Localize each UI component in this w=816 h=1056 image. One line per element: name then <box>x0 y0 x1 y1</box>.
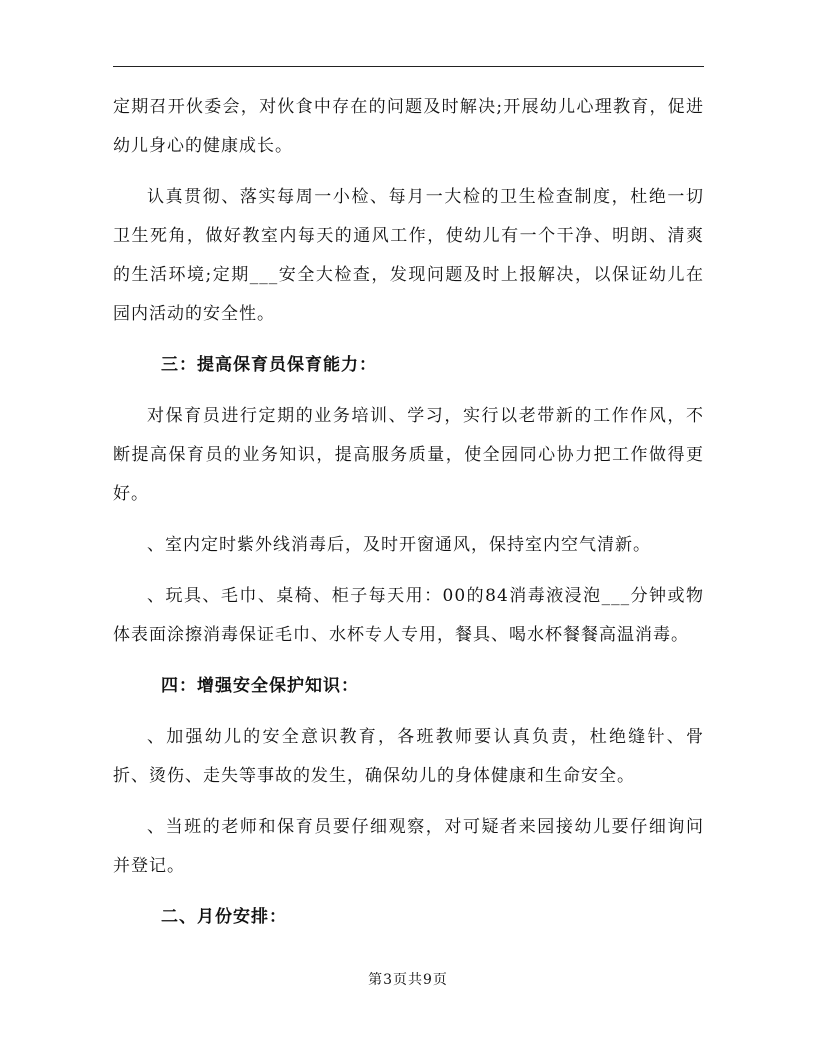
paragraph-safety-education: 、加强幼儿的安全意识教育，各班教师要认真负责，杜绝缝针、骨折、烫伤、走失等事故的发生，确保幼儿的身体健康和生命安全。 <box>113 727 704 786</box>
page-number: 第3页共9页 <box>368 972 448 988</box>
paragraph-meal-committee: 定期召开伙委会，对伙食中存在的问题及时解决;开展幼儿心理教育，促进幼儿身心的健康成长。 <box>113 97 704 156</box>
paragraph-pickup-registration: 、当班的老师和保育员要仔细观察，对可疑者来园接幼儿要仔细询问并登记。 <box>113 817 704 876</box>
paragraph-staff-training: 对保育员进行定期的业务培训、学习，实行以老带新的工作作风，不断提高保育员的业务知识，提高服务质量，使全园同心协力把工作做得更好。 <box>113 406 704 504</box>
document-body <box>113 88 704 937</box>
header-rule <box>113 66 704 67</box>
paragraph-toy-disinfection: 、玩具、毛巾、桌椅、柜子每天用：00的84消毒液浸泡___分钟或物体表面涂擦消毒保证毛巾、水杯专人专用，餐具、喝水杯餐餐高温消毒。 <box>113 586 704 645</box>
section-heading-4: 四：增强安全保护知识： <box>161 676 359 696</box>
paragraph-uv-disinfection: 、室内定时紫外线消毒后，及时开窗通风，保持室内空气清新。 <box>147 535 651 555</box>
section-heading-monthly-plan: 二、月份安排： <box>161 907 287 927</box>
section-heading-3: 三：提高保育员保育能力： <box>161 355 377 375</box>
paragraph-hygiene-inspection: 认真贯彻、落实每周一小检、每月一大检的卫生检查制度，杜绝一切卫生死角，做好教室内每天的通风工作，使幼儿有一个干净、明朗、清爽的生活环境;定期___安全大检查，发现问题及时上报解决，以保证幼儿在园内活动的安全性。 <box>113 187 704 324</box>
